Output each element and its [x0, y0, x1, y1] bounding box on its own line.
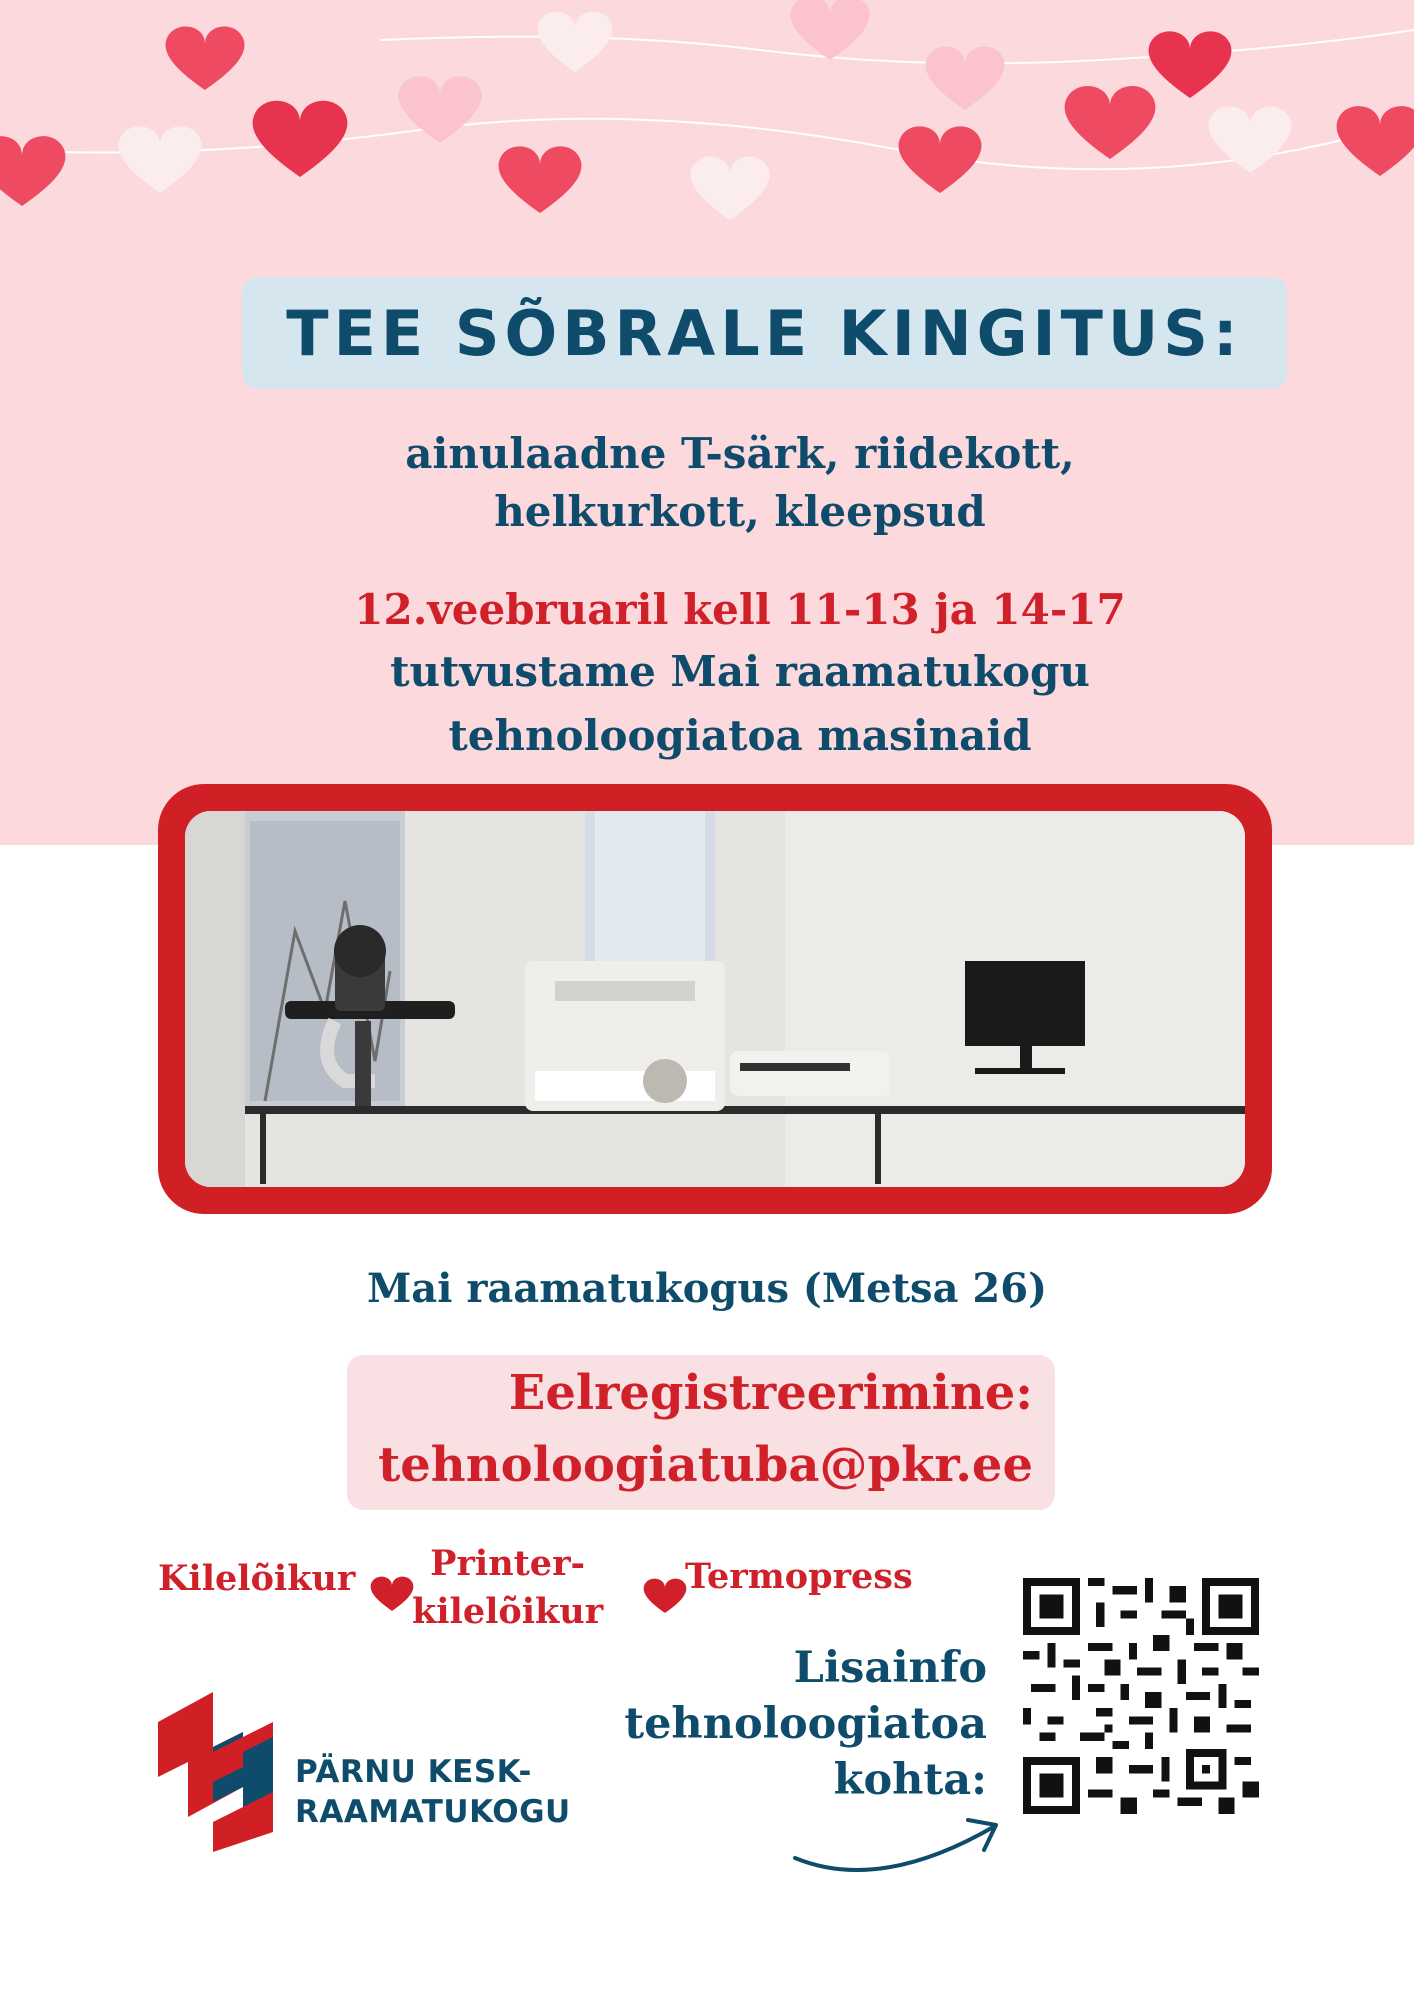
heart-icon [0, 136, 65, 206]
machine-printer-kilelõikur [412, 1540, 603, 1636]
heart-icon [926, 47, 1005, 110]
heart-icon [166, 27, 245, 90]
intro-text [0, 640, 1414, 768]
registration-email[interactable]: tehnoloogiatuba@pkr.ee [378, 1437, 1033, 1493]
machine-printer-line-2: kilelõikur [412, 1591, 604, 1632]
heart-icon [399, 76, 482, 143]
heart-icon [643, 1574, 687, 1614]
machine-kilelõikur: Kilelõikur [158, 1558, 356, 1599]
items-line-1: ainulaadne T-särk, riidekott, [405, 429, 1075, 478]
heart-icon [1065, 86, 1156, 159]
library-name [295, 1752, 571, 1832]
photo-frame [158, 784, 1272, 1214]
heart-icon [1149, 31, 1232, 98]
library-name-line-2: RAAMATUKOGU [295, 1794, 571, 1830]
machine-printer-line-1: Printer- [430, 1543, 586, 1584]
items-line-2: helkurkott, kleepsud [494, 487, 986, 536]
headline-box [242, 277, 1287, 389]
date-line: 12.veebruaril kell 11-13 ja 14-17 [354, 585, 1126, 634]
heart-icon [791, 0, 870, 60]
registration-label: Eelregistreerimine: [508, 1365, 1033, 1421]
heart-garland [0, 0, 1414, 260]
heart-icon [691, 157, 770, 220]
heart-icon [899, 126, 982, 193]
library-name-line-1: PÄRNU KESK- [295, 1754, 532, 1790]
location: Mai raamatukogus (Metsa 26) [367, 1265, 1047, 1312]
heart-icon [1209, 106, 1292, 173]
items-text [0, 425, 1414, 541]
headline: TEE SÕBRALE KINGITUS: [286, 296, 1243, 370]
intro-line-1: tutvustame Mai raamatukogu [390, 647, 1090, 696]
tech-room-photo [185, 811, 1245, 1187]
heart-icon [119, 126, 202, 193]
heart-icon [1337, 106, 1414, 176]
intro-line-2: tehnoloogiatoa masinaid [448, 711, 1032, 760]
heart-icon [537, 12, 612, 72]
printer-cutter [525, 961, 725, 1111]
vinyl-cutter [730, 1051, 890, 1096]
machine-termopress: Termopress [685, 1556, 913, 1597]
info-text [624, 1640, 987, 1808]
heart-icon [253, 101, 348, 177]
qr-code[interactable] [1023, 1578, 1259, 1814]
info-line-1: Lisainfo [793, 1643, 987, 1693]
info-line-2: tehnoloogiatoa [624, 1699, 987, 1749]
heart-icon [370, 1572, 414, 1612]
info-line-3: kohta: [833, 1755, 987, 1805]
heart-icon [499, 146, 582, 213]
registration-box [347, 1355, 1055, 1510]
arrow-icon [790, 1808, 1010, 1898]
